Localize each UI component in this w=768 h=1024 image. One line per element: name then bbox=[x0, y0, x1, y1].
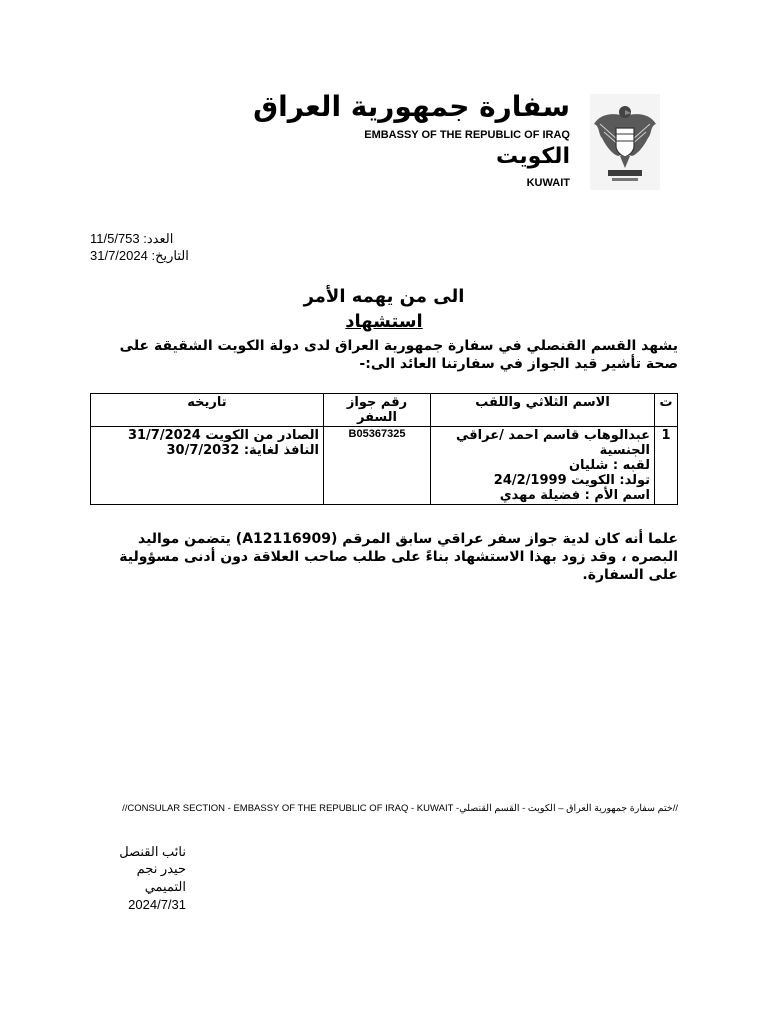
row-no: 1 bbox=[655, 427, 678, 505]
document-title: استشهاد bbox=[345, 311, 423, 332]
iraq-eagle-emblem-icon bbox=[590, 94, 660, 190]
embassy-title-arabic: سفارة جمهورية العراق bbox=[253, 90, 570, 123]
row-name-cell bbox=[431, 427, 655, 505]
table-header-row bbox=[91, 394, 678, 427]
signature-date: 2024/7/31 bbox=[128, 897, 186, 912]
row-name-line: لقبه : شليان bbox=[568, 458, 650, 473]
signature-title: نائب القنصل bbox=[119, 844, 186, 859]
row-passport: B05367325 bbox=[348, 428, 406, 440]
intro-paragraph: يشهد القسم القنصلي في سفارة جمهورية العراق لدى دولة الكويت الشقيقة على صحة تأشير قيد الجواز في سفارتنا العائد الى:- bbox=[119, 338, 678, 372]
city-arabic: الكويت bbox=[496, 144, 570, 169]
row-name-line: عبدالوهاب قاسم احمد /عراقي الجنسية bbox=[456, 428, 650, 458]
row-date-line: الصادر من الكويت 31/7/2024 bbox=[127, 428, 319, 443]
row-name-line: اسم الأم : فضيلة مهدي bbox=[499, 488, 650, 503]
header-no: ت bbox=[655, 394, 678, 427]
to-whom-text: الى من يهمه الأمر bbox=[303, 286, 465, 307]
to-whom-heading bbox=[0, 286, 768, 307]
signature-name-last: التميمي bbox=[144, 879, 186, 894]
header-date: تاريخه bbox=[91, 394, 324, 427]
person-details-table bbox=[90, 393, 678, 505]
reference-number: العدد: 11/5/753 bbox=[90, 231, 174, 246]
embassy-title-english: EMBASSY OF THE REPUBLIC OF IRAQ bbox=[364, 129, 570, 141]
reference-date: التاريخ: 31/7/2024 bbox=[90, 248, 189, 263]
city-english: KUWAIT bbox=[526, 177, 570, 189]
header-passport: رقم جواز السفر bbox=[324, 394, 431, 427]
row-name-line: تولد: الكويت 24/2/1999 bbox=[493, 473, 650, 488]
signature-name-first: حيدر نجم bbox=[136, 861, 186, 876]
header-name: الاسم الثلاثي واللقب bbox=[431, 394, 655, 427]
table-row bbox=[91, 427, 678, 505]
note-paragraph: علما أنه كان لدية جواز سفر عراقي سابق المرقم (A12116909) يتضمن مواليد البصره ، وقد زود بهذا الاستشهاد بناءً على طلب صاحب العلاقة دون أدنى مسؤولية على السفارة. bbox=[119, 531, 678, 583]
row-date-line: النافذ لغاية: 30/7/2032 bbox=[166, 443, 319, 458]
row-date-cell bbox=[91, 427, 324, 505]
footer-stamp-text: //ختم سفارة جمهورية العراق – الكويت - القسم القنصلي- CONSULAR SECTION - EMBASSY OF THE REPUBLIC OF IRAQ - KUWAIT// bbox=[122, 803, 678, 814]
row-passport-cell bbox=[324, 427, 431, 505]
